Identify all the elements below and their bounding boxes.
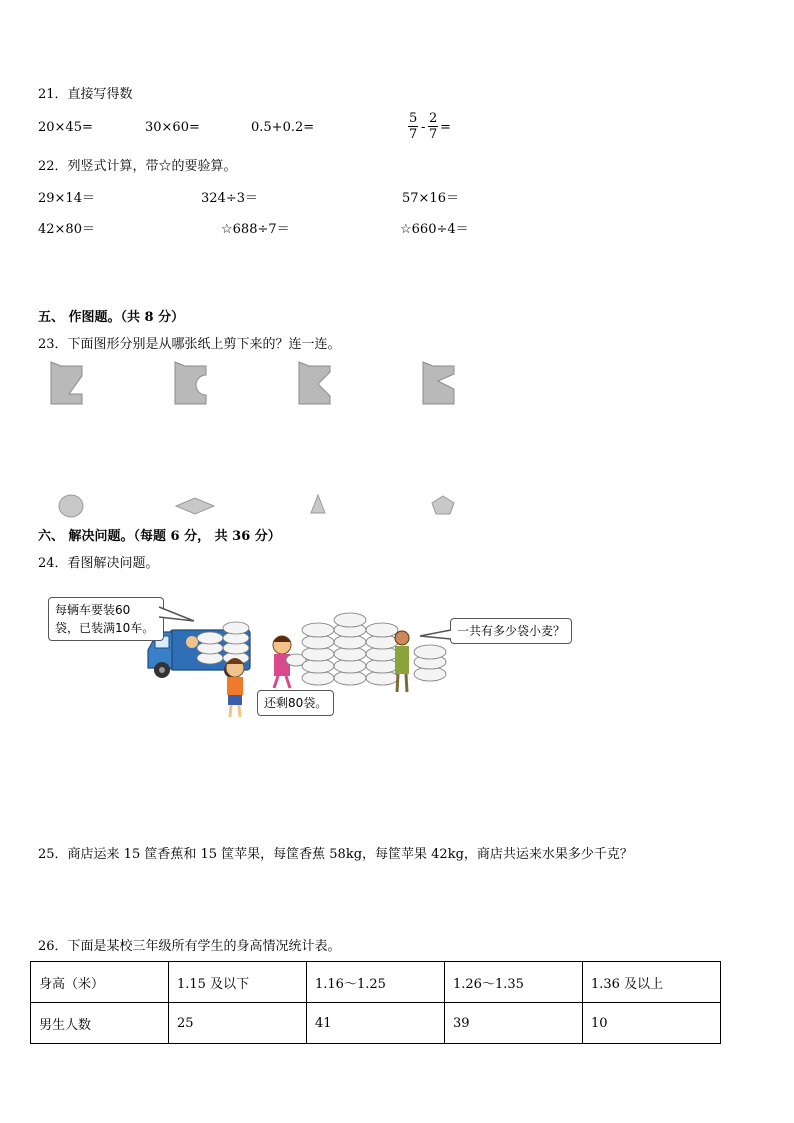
circle-piece: [57, 493, 85, 519]
q23-title: 23．下面图形分别是从哪张纸上剪下来的？连一连。: [38, 337, 341, 352]
fraction-equals: =: [440, 120, 451, 135]
q24-title: 24．看图解决问题。: [38, 556, 159, 571]
section5-heading: 五、 作图题。（共 8 分）: [38, 310, 185, 325]
table-cell: 25: [169, 1003, 307, 1044]
q21-title: 21．直接写得数: [38, 87, 133, 102]
q26-title: 26．下面是某校三年级所有学生的身高情况统计表。: [38, 939, 341, 954]
q25-title: 25．商店运来 15 筐香蕉和 15 筐苹果，每筐香蕉 58kg，每筐苹果 42kg，商店共运来水果多少千克？: [38, 847, 633, 862]
paper-shape-3: [296, 360, 336, 408]
section6-heading: 六、 解决问题。（每题 6 分， 共 36 分）: [38, 529, 281, 544]
paper-shape-2: [172, 360, 212, 408]
q22-title: 22．列竖式计算，带☆的要验算。: [38, 159, 237, 174]
speech-bubble-remaining: 还剩80袋。: [257, 690, 334, 716]
table-cell: 1.36 及以上: [583, 962, 721, 1003]
bag-stack: [302, 613, 446, 685]
paper-shape-1: [48, 360, 88, 408]
table-cell: 1.16～1.25: [307, 962, 445, 1003]
q22-item-5: ☆688÷7＝: [221, 222, 290, 237]
q21-item-3: 0.5+0.2=: [251, 120, 315, 135]
q22-item-4: 42×80＝: [38, 222, 95, 237]
table-cell: 41: [307, 1003, 445, 1044]
q22-item-6: ☆660÷4＝: [400, 222, 469, 237]
q22-item-2: 324÷3＝: [201, 191, 258, 206]
q21-item-2: 30×60=: [145, 120, 200, 135]
table-cell: 男生人数: [31, 1003, 169, 1044]
table-cell: 39: [445, 1003, 583, 1044]
table-cell: 1.26～1.35: [445, 962, 583, 1003]
paper-shape-4: [420, 360, 460, 408]
speech-bubble-truck: 每辆车要装60 袋，已装满10车。: [48, 597, 164, 641]
q22-item-1: 29×14＝: [38, 191, 95, 206]
pentagon-piece: [430, 494, 456, 516]
fraction-operator: -: [421, 120, 426, 135]
table-cell: 身高（米）: [31, 962, 169, 1003]
rhombus-piece: [174, 497, 216, 515]
table-cell: 1.15 及以下: [169, 962, 307, 1003]
fraction-b: $\frac{2}{7}$: [429, 111, 438, 142]
speech-bubble-question: 一共有多少袋小麦？: [450, 618, 572, 644]
fraction-a: $\frac{5}{7}$: [409, 111, 418, 142]
table-row: [31, 1003, 721, 1044]
table-cell: 10: [583, 1003, 721, 1044]
boy-figure: [226, 658, 244, 717]
q21-item-1: 20×45=: [38, 120, 93, 135]
bubble-pointer: [158, 605, 198, 625]
triangle-piece: [309, 493, 327, 515]
girl-figure: [273, 636, 306, 688]
q22-item-3: 57×16＝: [402, 191, 459, 206]
table-row: [31, 962, 721, 1003]
height-statistics-table: [30, 961, 721, 1044]
bubble-pointer: [418, 628, 452, 642]
man-figure: [395, 631, 409, 692]
